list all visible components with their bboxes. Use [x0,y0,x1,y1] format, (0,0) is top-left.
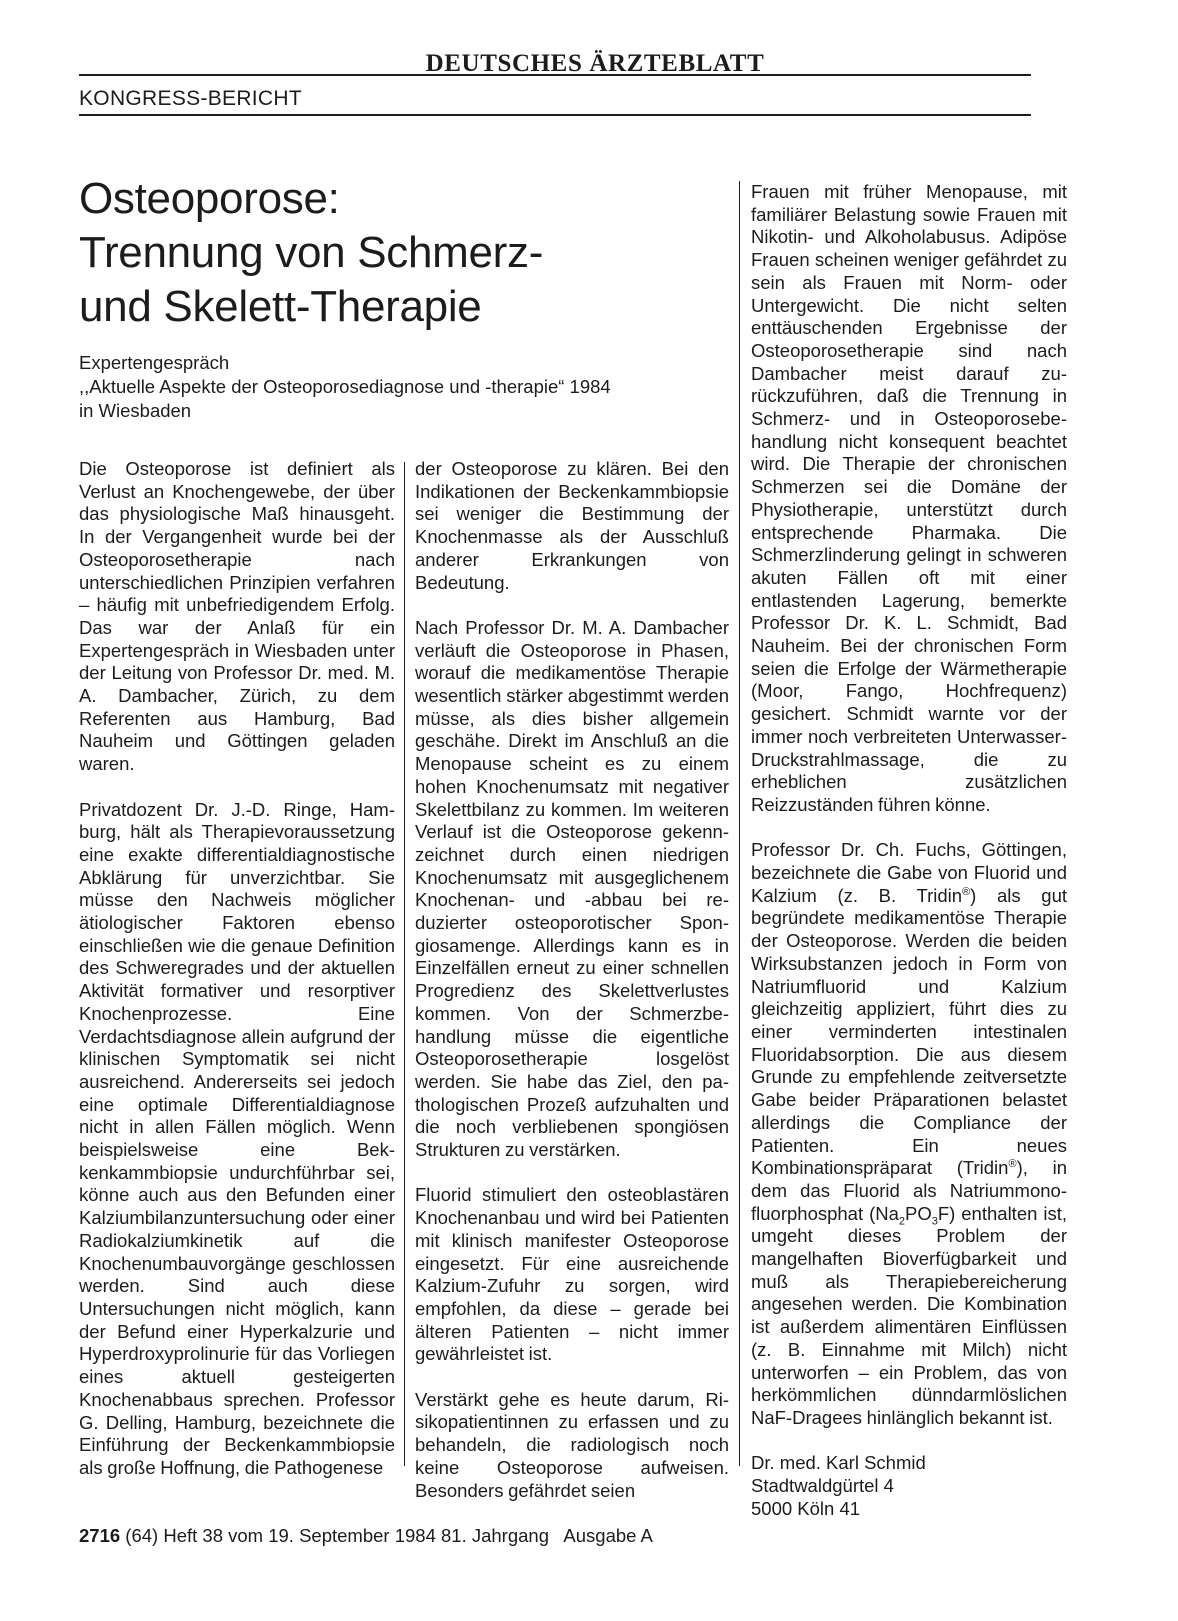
paragraph: der Osteoporose zu klären. Bei den Indikationen der Beckenkammbiopsie sei weniger die Bestimmung der Knochenmasse als der Ausschluß anderer Erkrankungen von Bedeutung. [415,458,729,593]
title-line: Osteoporose: [79,174,340,223]
text-run: F) enthalten ist, umgeht dieses Problem der mangelhaften Bioverfügbarkeit und muß als Therapiebereicherung angesehen werden. Die Kombination ist außerdem alimentären Einflüssen (z. B. Einnahme mit Milch) nicht unterworfen – ein Problem, das von herkömmlichen dünndarmlöslichen NaF-Dragees hinlänglich bekannt ist. [751,1202,1067,1428]
paragraph: Frauen mit früher Menopause, mit familiärer Belastung sowie Frauen mit Nikotin- und Alkoholabusus. Adipöse Frauen scheinen weniger gefährdet zu sein als Frauen mit Norm- oder Untergewicht. Die nicht selten enttäuschenden Ergebnisse der Osteoporosetherapie sind nach Dambacher meist darauf zurückzuführen, daß die Trennung in Schmerz- und in Osteoporosebehandlung nicht konsequent beachtet wird. Die Therapie der chronischen Schmerzen sei die Domäne der Physiotherapie, unterstützt durch entsprechende Pharmaka. Die Schmerzlinderung gelingt in schweren akuten Fällen oft mit einer entlastenden Lagerung, bemerkte Professor Dr. K. L. Schmidt, Bad Nauheim. Bei der chronischen Form seien die Erfolge der Wärmetherapie (Moor, Fango, Hochfrequenz) gesichert. Schmidt warnte vor der immer noch verbreiteten Unterwasser-Druckstrahlmassage, die zu erheblichen zusätzlichen Reizzuständen führen könne. [751,181,1067,815]
subtitle-line: Expertengespräch [79,352,230,373]
column-divider-left [404,462,405,1466]
paragraph: Privatdozent Dr. J.-D. Ringe, Hamburg, hält als Therapievoraussetzung eine exakte differentialdiagnostische Abklärung für unverzichtbar. Sie müsse den Nachweis möglicher ätiologischer Faktoren ebenso einschließen wie die genaue Definition des Schweregrades und der aktuellen Aktivität formativer und resorptiver Knochenprozesse. Eine Verdachtsdiagnose allein aufgrund der klinischen Symptomatik sei nicht ausreichend. Andererseits sei jedoch eine optimale Differentialdiagnose nicht in allen Fällen möglich. Wenn beispielsweise eine Bekkenkammbiopsie undurchführbar sei, könne auch aus den Befunden einer Kalziumbilanzuntersuchung oder einer Radiokalziumkinetik auf die Knochenumbauvorgänge geschlossen werden. Sind auch diese Untersuchungen nicht möglich, kann der Befund einer Hyperkalzurie und Hyperdroxyprolinurie für das Vorliegen eines aktuell gesteigerten Knochenabbaus sprechen. Professor G. Delling, Hamburg, bezeichnete die Einführung der Beckenkammbiopsie als große Hoffnung, die Pathogenese [79,798,395,1478]
author-city: 5000 Köln 41 [751,1497,861,1519]
registered-mark: ® [1008,1158,1017,1171]
subscript: 2 [898,1215,905,1228]
title-line: Trennung von Schmerz- [79,228,544,277]
page-footer [79,1525,653,1547]
section-label: KONGRESS-BERICHT [79,87,302,110]
body-column-1 [79,458,395,1478]
body-column-2 [415,458,729,1501]
paragraph: Die Osteoporose ist definiert als Verlust an Knochengewebe, der über das physiologische Maß hinausgeht. In der Vergangenheit wurde bei der Osteoporosetherapie nach unterschiedlichen Prinzipien verfahren – häufig mit unbefriedigendem Erfolg. Das war der Anlaß für ein Expertengespräch in Wiesbaden unter der Leitung von Professor Dr. med. M. A. Dambacher, Zürich, zu dem Referenten aus Hamburg, Bad Nauheim und Göttingen geladen waren. [79,458,395,775]
masthead: DEUTSCHES ÄRZTEBLATT [425,50,765,77]
text-run: ) als gut begründete medikamentöse Therapie der Osteoporose. Werden die beiden Wirksubstanzen jedoch in Form von Natriumfluorid und Kalzium gleichzeitig appliziert, führt dies zu einer verminderten intestinalen Fluoridabsorption. Die aus diesem Grunde zu empfehlende zeitversetzte Gabe beider Präparationen belastet allerdings die Compliance der Patienten. Ein neues Kombinationspräparat (Tridin [751,884,1067,1179]
text-run: ), in dem das Fluorid als Natriummonofluorphosphat (Na [751,1157,1068,1224]
paragraph: Nach Professor Dr. M. A. Dambacher verläuft die Osteoporose in Phasen, worauf die medikamentöse Therapie wesentlich stärker abgestimmt werden müsse, als dies bisher allgemein geschähe. Direkt im Anschluß an die Menopause scheint es zu einem hohen Knochenumsatz mit negativer Skelettbilanz zu kommen. Im weiteren Verlauf ist die Osteoporose gekennzeichnet durch einen niedrigen Knochenumsatz mit ausgeglichenem Knochenan- und -abbau bei reduzierter osteoporotischer Spongiosamenge. Allerdings kann es in Einzelfällen erneut zu einer schnellen Progredienz des Skelettverlustes kommen. Von der Schmerzbehandlung müsse die eigentliche Osteoporosetherapie losgelöst werden. Sie habe das Ziel, den pathologischen Prozeß aufzuhalten und die noch verbliebenen spongiösen Strukturen zu verstärken. [415,616,729,1161]
subscript: 3 [931,1215,938,1228]
article-subtitle [79,351,719,423]
article-title [79,172,719,334]
text-run: PO [905,1202,932,1224]
text-run: Professor Dr. Ch. Fuchs, Göttingen, bezeichnete die Gabe von Fluorid und Kalzium (z. B. Tridin [751,839,1067,906]
paragraph-fuchs [751,839,1067,1429]
registered-mark: ® [962,885,971,898]
column-divider-right [739,181,740,1466]
header-rule-bottom [79,114,1031,116]
paragraph: Verstärkt gehe es heute darum, Risikopatientinnen zu erfassen und zu behandeln, die radiologisch noch keine Osteoporose aufweisen. Besonders gefährdet seien [415,1388,729,1501]
subtitle-line: in Wiesbaden [79,400,192,421]
paragraph: Fluorid stimuliert den osteoblastären Knochenanbau und wird bei Patienten mit klinisch manifester Osteoporose eingesetzt. Für eine ausreichende Kalzium-Zufuhr zu sorgen, wird empfohlen, da diese – gerade bei älteren Patienten – nicht immer gewährleistet ist. [415,1184,729,1365]
author-name: Dr. med. Karl Schmid [751,1452,926,1474]
author-street: Stadtwaldgürtel 4 [751,1475,894,1497]
subtitle-line: ,,Aktuelle Aspekte der Osteoporosediagnose und -therapie“ 1984 [79,376,611,397]
body-column-3 [751,181,1068,1519]
issue-info: (64) Heft 38 vom 19. September 1984 81. Jahrgang Ausgabe A [125,1525,653,1546]
author-address [751,1452,1067,1520]
header-rule-top [79,74,1031,76]
title-line: und Skelett-Therapie [79,282,482,331]
page-number: 2716 [79,1525,121,1546]
